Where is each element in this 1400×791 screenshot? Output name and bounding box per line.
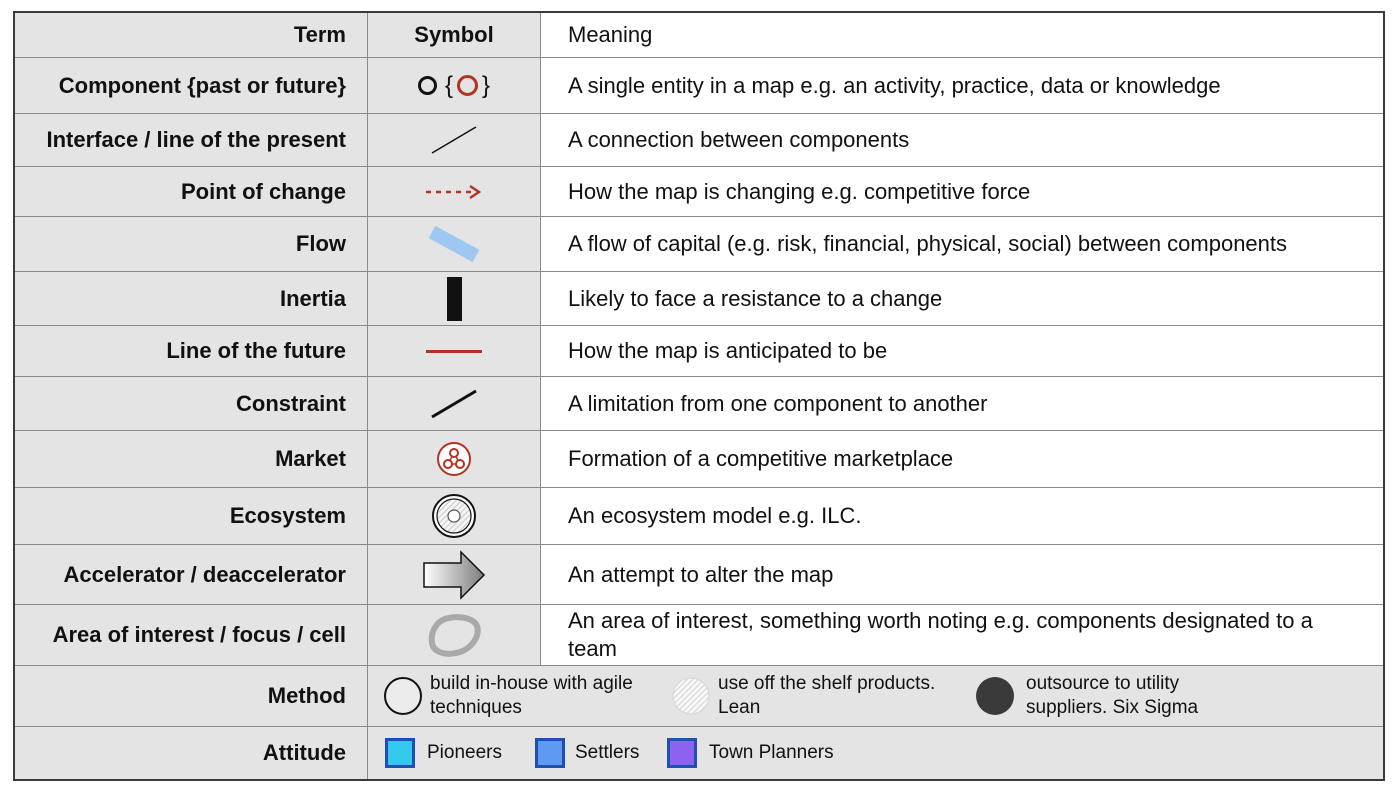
legend-table: [13, 11, 1385, 781]
row-term: Market: [15, 431, 368, 487]
row-term: Ecosystem: [15, 488, 368, 544]
component-circle-icon: [418, 76, 437, 95]
dashed-arrow-icon: [424, 182, 484, 202]
table-row: [15, 377, 1383, 431]
attitude-option-label: Settlers: [575, 742, 640, 763]
row-term: Flow: [15, 217, 368, 271]
filled-circle-icon: [976, 677, 1014, 715]
attitude-term: Attitude: [15, 727, 368, 779]
method-option-lean: [672, 672, 976, 720]
attitude-option-label: Town Planners: [709, 742, 834, 763]
table-header-row: [15, 13, 1383, 58]
town-planners-swatch: [667, 738, 697, 768]
row-symbol: [368, 377, 541, 430]
row-meaning: An attempt to alter the map: [541, 545, 1383, 604]
row-symbol: [368, 114, 541, 166]
brace-open: {: [444, 71, 453, 99]
row-meaning: An area of interest, something worth noting e.g. components designated to a team: [541, 605, 1383, 665]
row-symbol: [368, 167, 541, 216]
row-meaning: Formation of a competitive marketplace: [541, 431, 1383, 487]
method-option-six-sigma: [976, 672, 1198, 720]
row-term: Point of change: [15, 167, 368, 216]
method-options: [368, 666, 1383, 726]
table-row: [15, 167, 1383, 217]
inertia-bar-icon: [447, 277, 462, 321]
method-option-agile: [384, 672, 672, 720]
header-term: Term: [15, 13, 368, 57]
row-meaning: How the map is anticipated to be: [541, 326, 1383, 376]
method-term: Method: [15, 666, 368, 726]
row-term: Constraint: [15, 377, 368, 430]
accelerator-arrow-icon: [421, 549, 487, 601]
row-meaning: An ecosystem model e.g. ILC.: [541, 488, 1383, 544]
method-row: [15, 666, 1383, 727]
market-icon: [435, 440, 473, 478]
attitude-option-settlers: [535, 738, 667, 768]
area-of-interest-icon: [424, 610, 484, 660]
row-symbol: [368, 605, 541, 665]
header-meaning: Meaning: [541, 13, 1383, 57]
row-term: Interface / line of the present: [15, 114, 368, 166]
future-line-icon: [426, 350, 482, 353]
open-circle-icon: [384, 677, 422, 715]
row-meaning: A connection between components: [541, 114, 1383, 166]
row-meaning: Likely to face a resistance to a change: [541, 272, 1383, 325]
header-symbol: Symbol: [368, 13, 541, 57]
row-symbol: [368, 272, 541, 325]
flow-bar-icon: [424, 222, 484, 266]
brace-close: }: [482, 71, 491, 99]
table-row: [15, 114, 1383, 167]
row-symbol: [368, 58, 541, 113]
pioneers-swatch: [385, 738, 415, 768]
table-row: [15, 58, 1383, 114]
interface-line-icon: [429, 124, 479, 156]
table-row: [15, 488, 1383, 545]
method-option-text: outsource to utility suppliers. Six Sigma: [1026, 673, 1199, 718]
attitude-option-pioneers: [385, 738, 535, 768]
row-term: Accelerator / deaccelerator: [15, 545, 368, 604]
attitude-options: [368, 727, 1383, 779]
row-term: Area of interest / focus / cell: [15, 605, 368, 665]
row-symbol: [368, 488, 541, 544]
table-row: [15, 272, 1383, 326]
future-component-circle-icon: [457, 75, 478, 96]
table-row: [15, 545, 1383, 605]
row-meaning: How the map is changing e.g. competitive force: [541, 167, 1383, 216]
hatched-circle-icon: [672, 677, 710, 715]
row-term: Component {past or future}: [15, 58, 368, 113]
table-row: [15, 217, 1383, 272]
row-symbol: [368, 326, 541, 376]
ecosystem-icon: [430, 492, 478, 540]
row-symbol: [368, 217, 541, 271]
row-term: Inertia: [15, 272, 368, 325]
row-symbol: [368, 545, 541, 604]
attitude-row: [15, 727, 1383, 779]
row-meaning: A limitation from one component to another: [541, 377, 1383, 430]
row-term: Line of the future: [15, 326, 368, 376]
row-meaning: A single entity in a map e.g. an activity, practice, data or knowledge: [541, 58, 1383, 113]
table-row: [15, 431, 1383, 488]
row-meaning: A flow of capital (e.g. risk, financial, physical, social) between components: [541, 217, 1383, 271]
attitude-option-label: Pioneers: [427, 742, 502, 763]
method-option-text: build in-house with agile techniques: [430, 673, 633, 718]
constraint-line-icon: [429, 388, 479, 420]
table-row: [15, 605, 1383, 666]
attitude-option-town-planners: [667, 738, 834, 768]
row-symbol: [368, 431, 541, 487]
table-row: [15, 326, 1383, 377]
settlers-swatch: [535, 738, 565, 768]
method-option-text: use off the shelf products. Lean: [718, 673, 936, 718]
